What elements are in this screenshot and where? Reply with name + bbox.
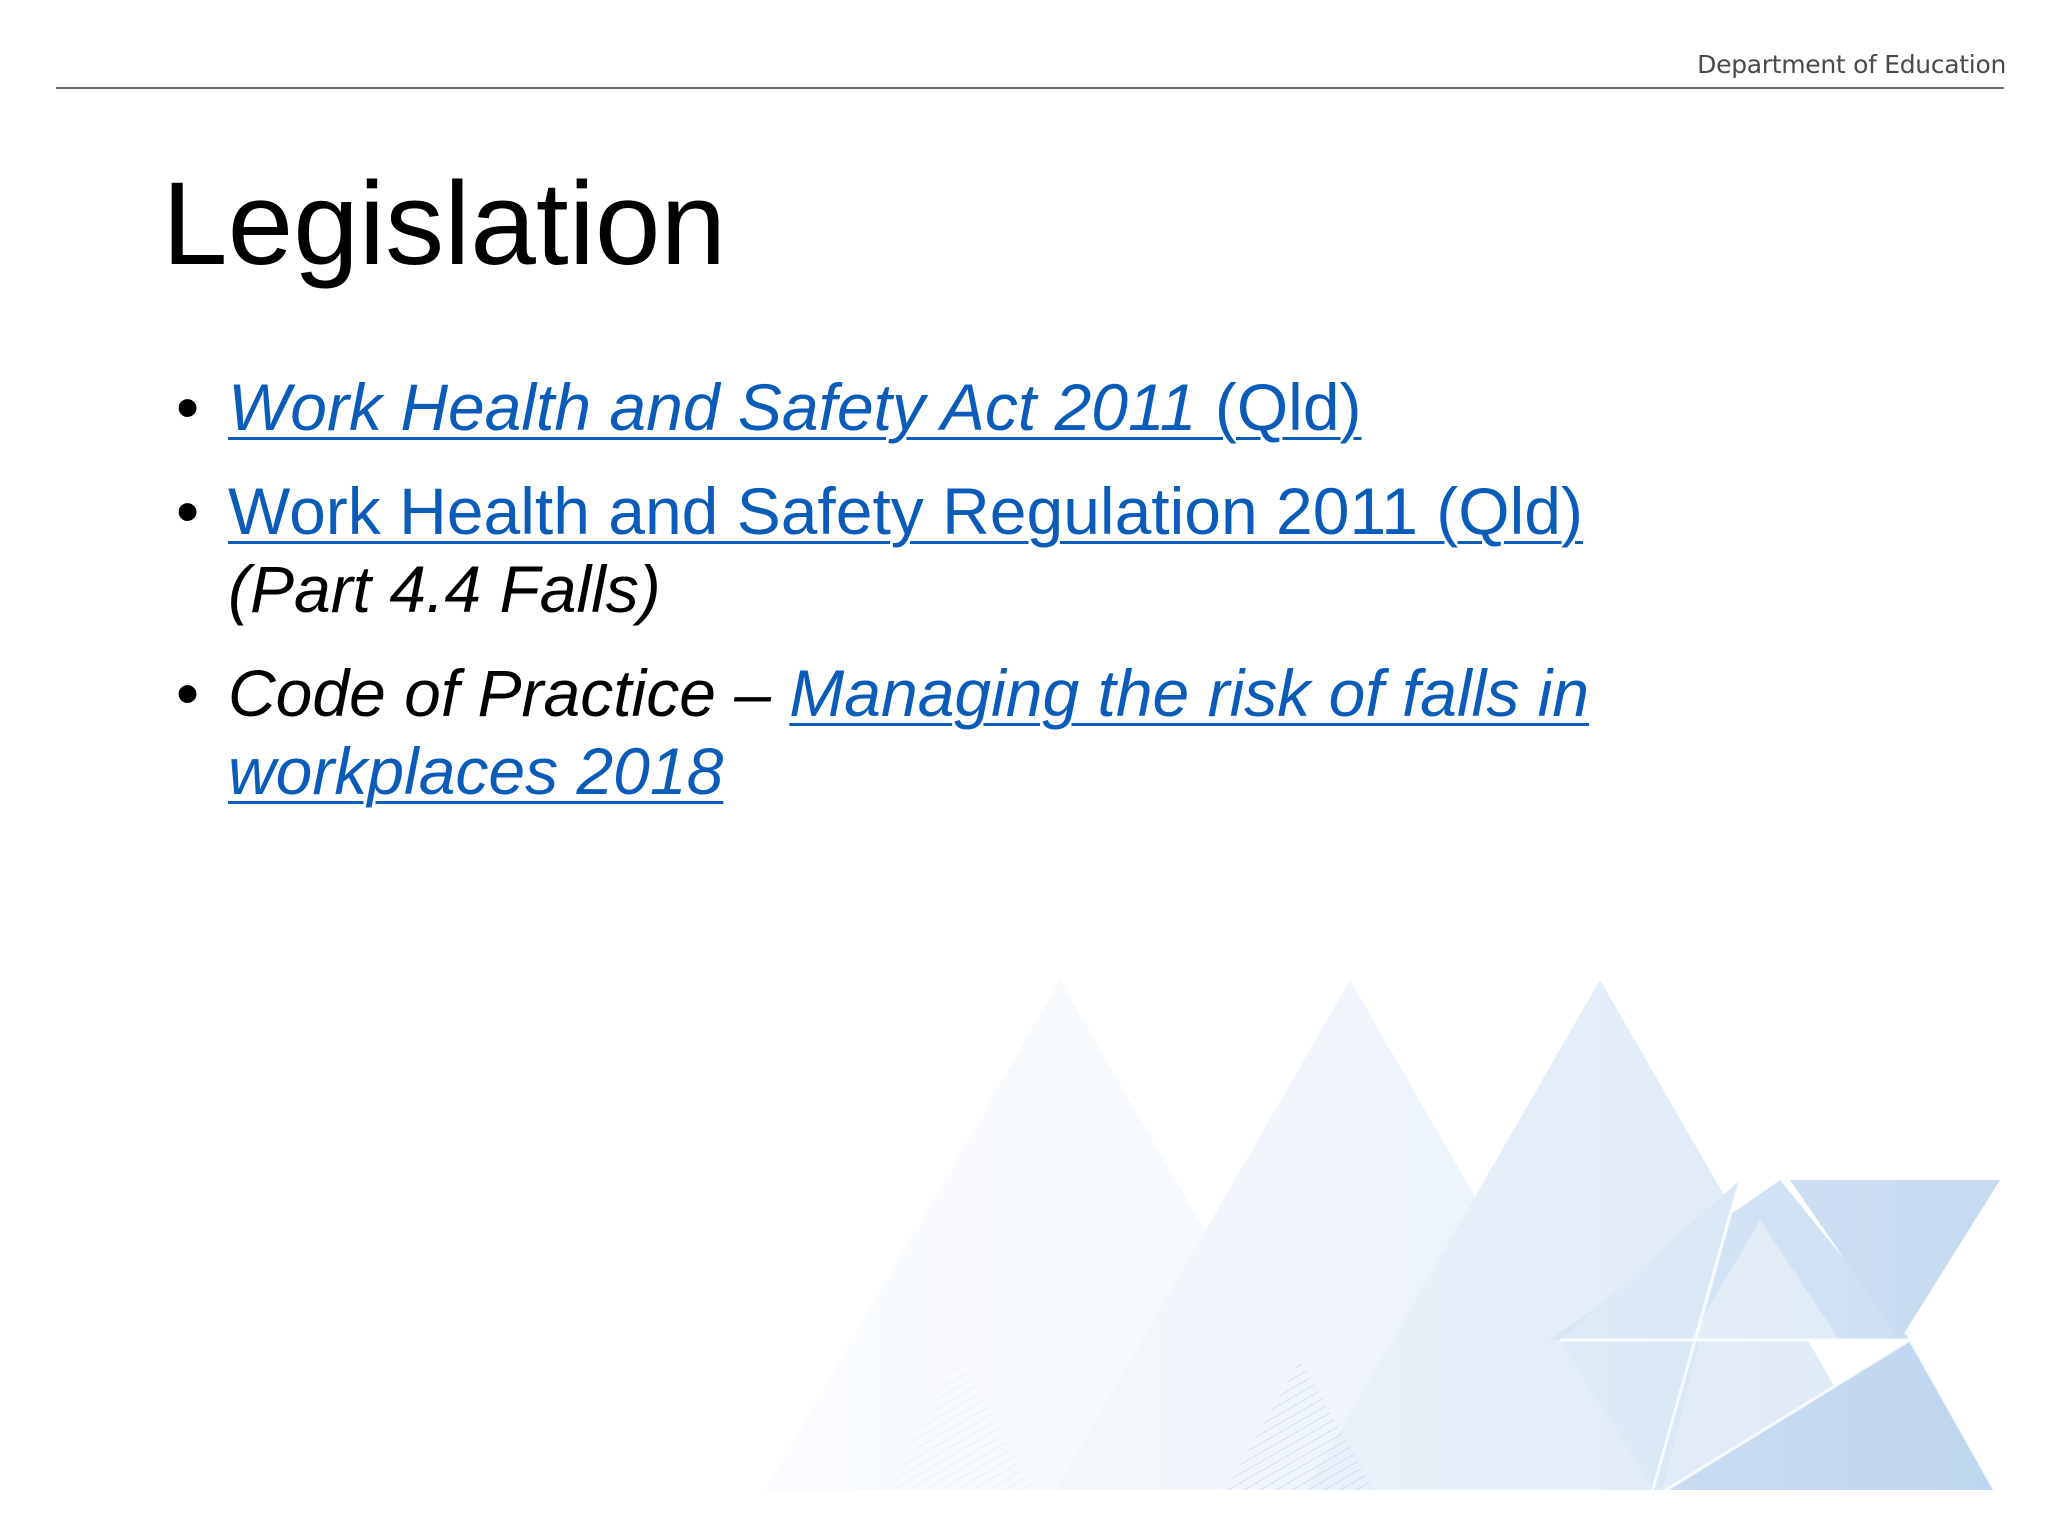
header-divider <box>56 87 2004 89</box>
list-item <box>170 472 1730 628</box>
whs-act-link-jurisdiction: (Qld) <box>1196 370 1362 444</box>
whs-regulation-link[interactable]: Work Health and Safety Regulation 2011 (Qld) <box>228 474 1583 548</box>
whs-act-link-title: Work Health and Safety Act 2011 <box>228 370 1197 444</box>
list-item <box>170 368 1730 446</box>
regulation-part-note: (Part 4.4 Falls) <box>228 552 661 626</box>
bullet-icon: • <box>176 474 200 548</box>
bullet-icon: • <box>176 370 200 444</box>
list-item <box>170 654 1730 810</box>
whs-act-link[interactable] <box>228 370 1362 444</box>
department-logo-text: Department of Education <box>1697 50 2006 79</box>
falls-code-of-practice-link[interactable]: Managing the risk of falls in workplaces 2018 <box>228 656 1590 808</box>
slide-title: Legislation <box>162 158 727 290</box>
legislation-list <box>170 368 1730 836</box>
bullet-icon: • <box>176 656 200 730</box>
code-of-practice-label: Code of Practice – <box>228 656 790 730</box>
